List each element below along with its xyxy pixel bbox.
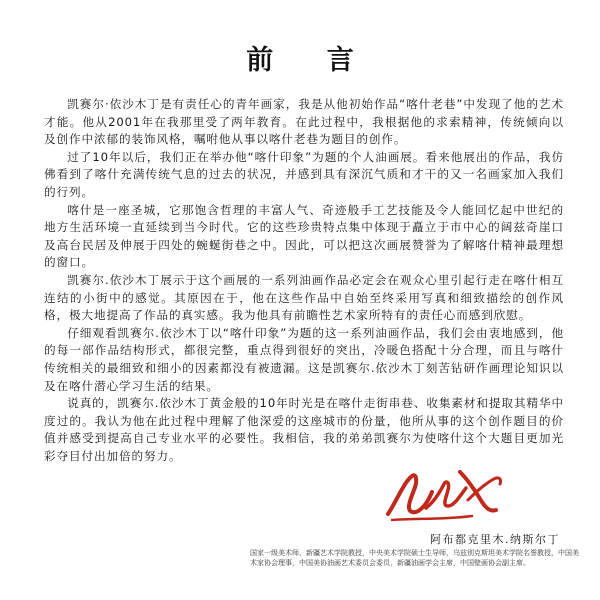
paragraph: 过了10年以后，我们正在举办他“喀什印象”为题的个人油画展。看来他展出的作品，我仿佛看到了喀什充满传统气息的过去的状况，并感到具有深沉气质和才干的又一名画家加入我们的行列。 [44, 149, 564, 199]
preface-body [44, 96, 564, 465]
page-title: 前 言 [246, 45, 376, 76]
paragraph: 凯赛尔.依沙木丁展示于这个画展的一系列油画作品必定会在观众心里引起行走在喀什相互连结的小街中的感觉。其原因在于，他在这些作品中自始至终采用写真和细致描绘的创作风格，极大地提高了作品的真实感。我为他具有前瞻性艺术家所特有的责任心而感到欣慰。 [44, 272, 564, 323]
paragraph: 凯赛尔·依沙木丁是有责任心的青年画家，我是从他初始作品“喀什老巷”中发现了他的艺术才能。他从2001年在我那里受了两年教育。在此过程中，我根据他的求索精神，传统倾向以及创作中浓郁的装饰风格，嘱咐他从事以喀什老巷为题目的创作。 [44, 97, 564, 147]
author-credentials: 国家一级美术师，新疆艺术学院教授，中央美术学院硕士生导师，乌兹别克斯坦美术学院名誉教授，中国美术家协会理事，中国美协油画艺术委员会委员，新疆油画学会主席，中国壁画协会副主席。 [250, 549, 579, 567]
paragraph: 喀什是一座圣城，它那饱含哲理的丰富人气、奇迹般手工艺技能及令人能回忆起中世纪的地方生活环境一直延续到当今时代。它的这些珍贵特点集中体现于矗立于市中心的阔兹奇崖口及高台民居及伸展于四处的蜿蜒街巷之中。因此，可以把这次画展赞誉为了解喀什精神最理想的窗口。 [44, 202, 564, 270]
paragraph: 说真的，凯赛尔.依沙木丁黄金般的10年时光是在喀什走街串巷、收集素材和提取其精华中度过的。我认为他在此过程中理解了他深爱的这座城市的份量，他所从事的这个创作题目的价值并感受到提高自己专业水平的必要性。我相信，我的弟弟凯赛尔为使喀什这个大题目更加光彩夺目付出加倍的努力。 [44, 396, 564, 463]
handwritten-signature [382, 462, 508, 528]
paragraph: 仔细观看凯赛尔.依沙木丁以“喀什印象”为题的这一系列油画作品，我们会由衷地感到，他的每一部作品结构形式，都很完整，重点得到很好的突出，冷暖色搭配十分合理，而且与喀什传统相关的最细致和细小的因素都没有被遗漏。这是凯赛尔.依沙木丁刻苦钻研作画理论知识以及在喀什潜心学习生活的结果。 [44, 325, 564, 393]
author-name: 阿布都克里木.纳斯尔丁 [430, 533, 560, 546]
